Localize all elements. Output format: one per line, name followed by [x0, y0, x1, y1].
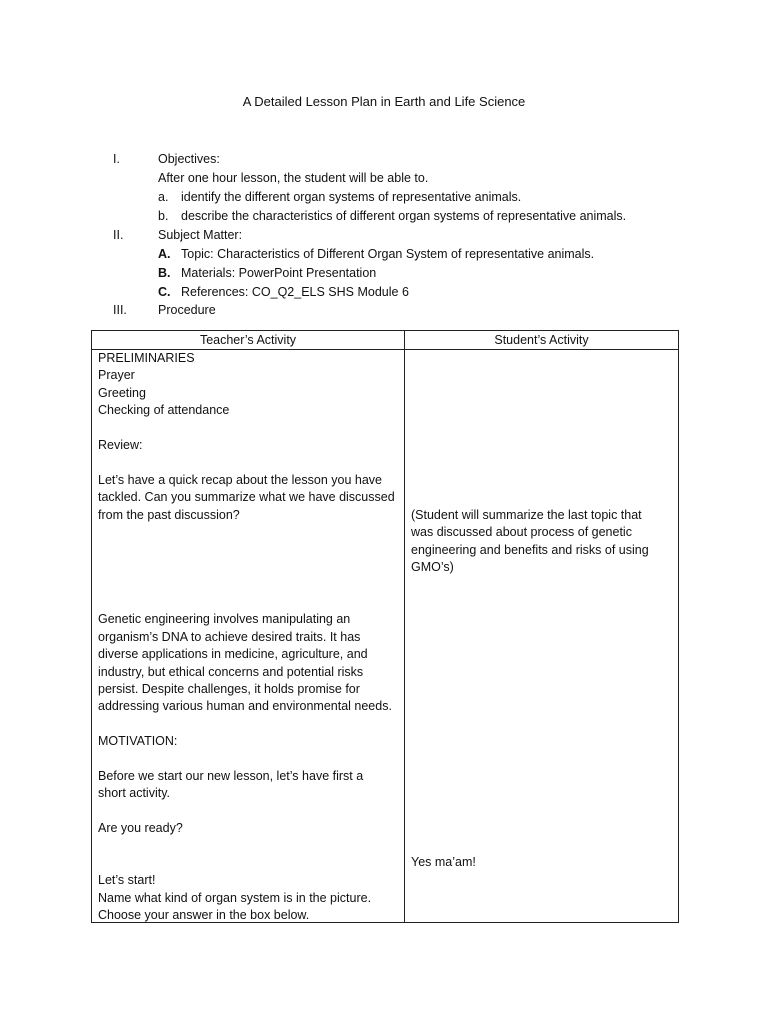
teacher-activity-header: Teacher’s Activity [92, 331, 405, 350]
document-title: A Detailed Lesson Plan in Earth and Life Science [242, 94, 526, 109]
student-activity-cell [405, 350, 679, 923]
teacher-line: Let’s start! [98, 873, 156, 887]
teacher-line: from the past discussion? [98, 508, 240, 522]
procedure-table [91, 330, 679, 923]
objective-item-a: identify the different organ systems of representative animals. [181, 190, 522, 204]
subject-marker-c: C. [158, 285, 171, 299]
student-line: was discussed about process of genetic [411, 525, 632, 539]
student-line: (Student will summarize the last topic that [411, 508, 642, 522]
teacher-line: short activity. [98, 786, 171, 800]
teacher-line: PRELIMINARIES [98, 351, 195, 365]
teacher-line: Choose your answer in the box below. [98, 908, 310, 922]
student-line: Yes ma’am! [411, 855, 476, 869]
teacher-line: Before we start our new lesson, let’s have first a [98, 769, 364, 783]
teacher-line: Name what kind of organ system is in the picture. [98, 891, 372, 905]
student-line: GMO’s) [411, 560, 454, 574]
teacher-line: Checking of attendance [98, 403, 230, 417]
teacher-line: organism’s DNA to achieve desired traits. It has [98, 630, 361, 644]
teacher-line: persist. Despite challenges, it holds promise for [98, 682, 360, 696]
teacher-line: Let’s have a quick recap about the lesson you have [98, 473, 382, 487]
teacher-line: MOTIVATION: [98, 734, 178, 748]
objectives-intro: After one hour lesson, the student will be able to. [158, 171, 429, 185]
teacher-activity-cell [92, 350, 405, 923]
teacher-line: addressing various human and environmental needs. [98, 699, 392, 713]
procedure-heading: Procedure [158, 303, 216, 317]
teacher-line: diverse applications in medicine, agriculture, and [98, 647, 368, 661]
teacher-line: tackled. Can you summarize what we have discussed [98, 490, 395, 504]
teacher-line: industry, but ethical concerns and potential risks [98, 665, 364, 679]
student-activity-header: Student’s Activity [405, 331, 679, 350]
subject-materials: Materials: PowerPoint Presentation [181, 266, 377, 280]
teacher-line: Review: [98, 438, 143, 452]
section-numeral-1: I. [113, 152, 120, 166]
objectives-heading: Objectives: [158, 152, 220, 166]
subject-references: References: CO_Q2_ELS SHS Module 6 [181, 285, 409, 299]
subject-marker-a: A. [158, 247, 171, 261]
subject-topic: Topic: Characteristics of Different Organ System of representative animals. [181, 247, 595, 261]
objective-marker-b: b. [158, 209, 169, 223]
teacher-line: Are you ready? [98, 821, 183, 835]
student-line: engineering and benefits and risks of using [411, 543, 649, 557]
teacher-line: Prayer [98, 368, 135, 382]
section-numeral-3: III. [113, 303, 127, 317]
section-numeral-2: II. [113, 228, 124, 242]
subject-matter-heading: Subject Matter: [158, 228, 243, 242]
objective-marker-a: a. [158, 190, 169, 204]
subject-marker-b: B. [158, 266, 171, 280]
teacher-line: Genetic engineering involves manipulating an [98, 612, 351, 626]
teacher-line: Greeting [98, 386, 146, 400]
objective-item-b: describe the characteristics of different organ systems of representative animals. [181, 209, 627, 223]
